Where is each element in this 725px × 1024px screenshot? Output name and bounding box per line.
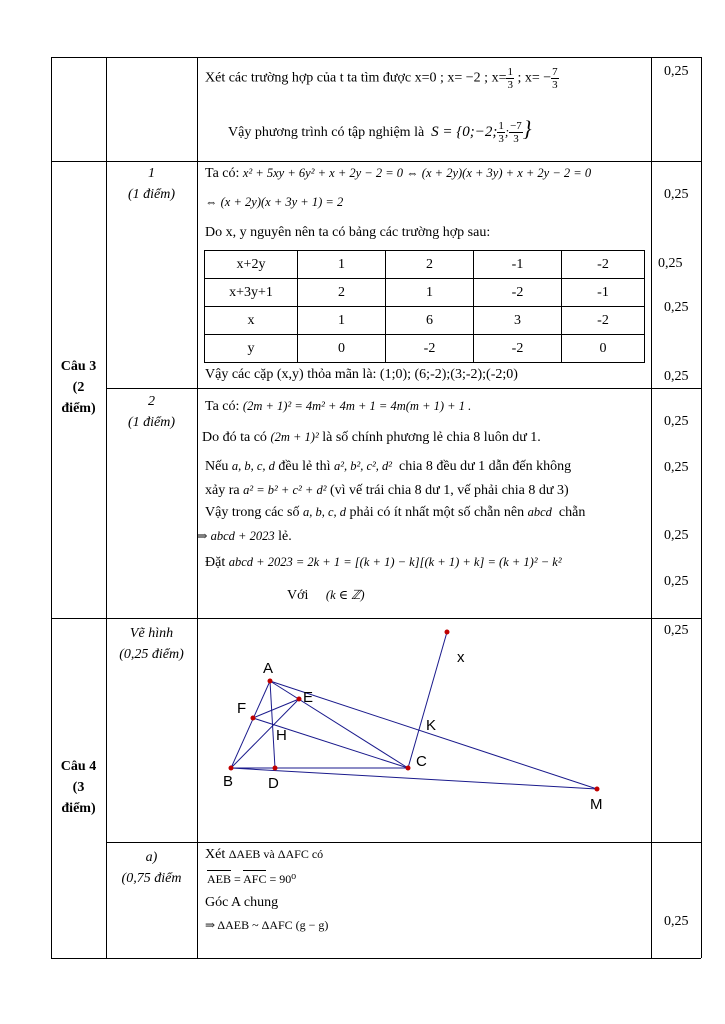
score: 0,25 (664, 623, 689, 638)
label-A: A (263, 660, 274, 677)
p2-line-1: Ta có: (2m + 1)² = 4m² + 4m + 1 = 4m(m + 1) + 1 . (205, 399, 472, 414)
part-number: a) (145, 850, 158, 865)
score: 0,25 (664, 528, 689, 543)
score: 0,25 (664, 914, 689, 929)
label-F: F (237, 700, 247, 717)
pa-line-4: ⇒ ΔAEB ~ ΔAFC (g − g) (205, 918, 329, 932)
score: 0,25 (664, 574, 689, 589)
point-E (297, 697, 302, 702)
point-F (251, 716, 256, 721)
point-D (273, 766, 278, 771)
score: 0,25 (664, 414, 689, 429)
label-x: x (457, 649, 465, 666)
p2-line-2: Do đó ta có (2m + 1)² là số chính phương lẻ chia 8 luôn dư 1. (202, 430, 541, 445)
score: 0,25 (664, 369, 689, 384)
case-results-line: Xét các trường hợp của t ta tìm được x=0 ; x= −2 ; x= $\frac{1}{3}$ ; x= − $\frac{7}{3}$ (205, 66, 558, 91)
fraction: $\frac{1}{3}$ (507, 66, 513, 91)
score: 0,25 (658, 256, 683, 271)
segment (231, 681, 270, 768)
part-points: (0,75 điểm (121, 871, 182, 886)
label-C: C (416, 753, 427, 770)
conclusion: Vậy các cặp (x,y) thỏa mãn là: (1;0); (6;-2);(3;-2);(-2;0) (205, 367, 518, 382)
score: 0,25 (664, 64, 689, 79)
cau4-label: Câu 4 (3 điểm) (60, 759, 97, 816)
table-row: y 0 -2 -2 0 (205, 335, 645, 363)
segment (408, 632, 447, 768)
fraction: $\frac{7}{3}$ (552, 66, 558, 91)
equation-line-1: Ta có: x² + 5xy + 6y² + x + 2y − 2 = 0 ⇔ (x + 2y)(x + 3y) + x + 2y − 2 = 0 (205, 166, 592, 181)
point-C (406, 766, 411, 771)
pa-line-3: Góc A chung (205, 895, 279, 910)
label-M: M (590, 796, 603, 813)
label-D: D (268, 775, 279, 792)
draw-points: (0,25 điểm) (119, 647, 184, 662)
part-number: 2 (148, 394, 155, 409)
cau3-label: Câu 3 (2 điểm) (60, 359, 97, 416)
segment (270, 681, 408, 768)
pa-line-1: Xét ΔAEB và ΔAFC có (205, 847, 324, 862)
score: 0,25 (664, 300, 689, 315)
pa-line-2: AEB = AFC = 90⁰ (207, 872, 297, 886)
score: 0,25 (664, 187, 689, 202)
table-row: x+3y+1 2 1 -2 -1 (205, 279, 645, 307)
part-points: (1 điểm) (127, 415, 176, 430)
segment (253, 699, 299, 718)
label-B: B (223, 773, 234, 790)
p2-line-6: ⇒ abcd + 2023 lẻ. (197, 529, 292, 544)
equation-line-2: ⇔ (x + 2y)(x + 3y + 1) = 2 (205, 195, 344, 209)
point-x (445, 630, 450, 635)
label-H: H (276, 727, 287, 744)
p2-line-5: Vậy trong các số a, b, c, d phải có ít nhất một số chẵn nên abcd chẵn (205, 505, 586, 520)
score: 0,25 (664, 460, 689, 475)
table-row: x 1 6 3 -2 (205, 307, 645, 335)
part-points: (1 điểm) (127, 187, 176, 202)
label-K: K (426, 717, 437, 734)
p2-line-8: Với (k ∈ ℤ) (287, 588, 365, 603)
p2-line-4: xảy ra a² = b² + c² + d² (vì vế trái chia 8 dư 1, vế phải chia 8 dư 3) (205, 483, 569, 498)
draw-title: Vẽ hình (129, 626, 174, 641)
point-M (595, 787, 600, 792)
point-B (229, 766, 234, 771)
p2-line-3: Nếu a, b, c, d đều lẻ thì a², b², c², d² chia 8 đều dư 1 dẫn đến không (205, 459, 572, 474)
p2-line-7: Đặt abcd + 2023 = 2k + 1 = [(k + 1) − k][(k + 1) + k] = (k + 1)² − k² (205, 555, 562, 570)
label-E: E (303, 689, 314, 706)
point-A (268, 679, 273, 684)
solution-set-line: Vậy phương trình có tập nghiệm là S = {0;−2; $\frac{1}{3}$ ; $\frac{-7}{3}$ } (228, 116, 532, 146)
part-number: 1 (148, 166, 155, 181)
table-row: x+2y 1 2 -1 -2 (205, 251, 645, 279)
table-intro: Do x, y nguyên nên ta có bảng các trường hợp sau: (205, 225, 491, 240)
